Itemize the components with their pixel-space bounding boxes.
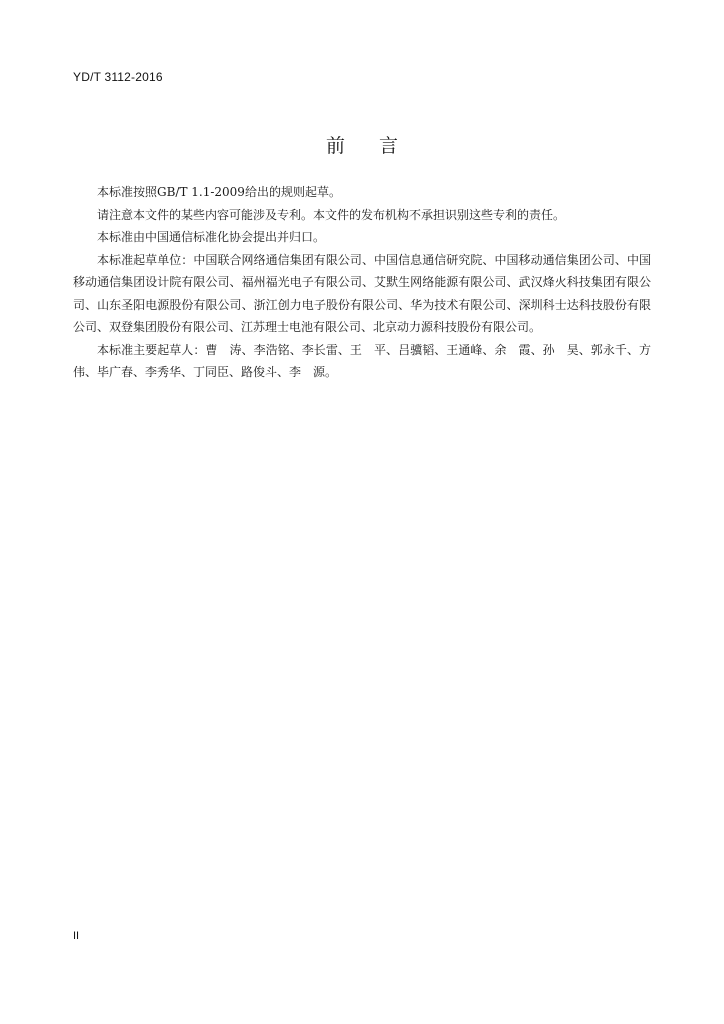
page-number: II — [73, 930, 80, 942]
section-title — [0, 131, 724, 158]
section-title-char-1: 前 — [325, 135, 345, 157]
section-title-char-2: 言 — [379, 135, 399, 157]
paragraph-drafting-units: 本标准起草单位：中国联合网络通信集团有限公司、中国信息通信研究院、中国移动通信集团公司、中国移动通信集团设计院有限公司、福州福光电子有限公司、艾默生网络能源有限公司、武汉烽火科技集团有限公司、山东圣阳电源股份有限公司、浙江创力电子股份有限公司、华为技术有限公司、深圳科士达科技股份有限公司、双登集团股份有限公司、江苏理士电池有限公司、北京动力源科技股份有限公司。 — [73, 252, 651, 334]
paragraph-proposer: 本标准由中国通信标准化协会提出并归口。 — [97, 230, 326, 244]
standard-code: YD/T 3112-2016 — [73, 70, 163, 84]
paragraph-patent-notice: 请注意本文件的某些内容可能涉及专利。本文件的发布机构不承担识别这些专利的责任。 — [97, 207, 566, 222]
foreword-body — [73, 181, 651, 384]
paragraph-drafters: 本标准主要起草人：曹 涛、李浩铭、李长雷、王 平、吕骥韬、王通峰、余 霞、孙 昊、郭永千、方伟、毕广春、李秀华、丁同臣、路俊斗、李 源。 — [73, 342, 651, 379]
paragraph-drafting-rules: 本标准按照GB/T 1.1-2009给出的规则起草。 — [97, 185, 341, 199]
